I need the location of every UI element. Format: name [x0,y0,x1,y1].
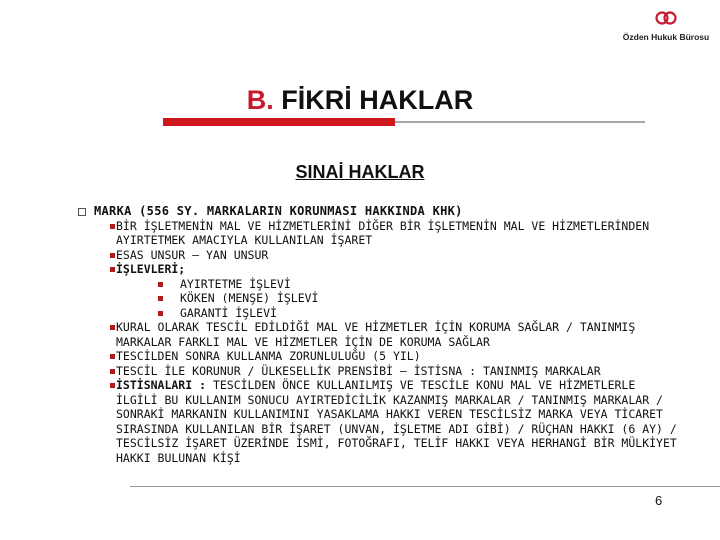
title-divider-line [395,121,645,123]
bullet-heading: İSTİSNALARI : [116,378,207,392]
bullet-text: GARANTİ İŞLEVİ [180,305,277,320]
list-item [78,364,678,379]
bullet-text: KÖKEN (MENŞE) İŞLEVİ [180,291,319,305]
square-bullet-icon [110,253,115,258]
square-bullet-icon [110,369,115,374]
bullet-text: TESCİLDEN ÖNCE KULLANILMIŞ VE TESCİLE KONU MAL VE HİZMETLERLE İLGİLİ BU KULLANIM SONUCU AYIRTEDİCİLİK KAZANMIŞ MARKALAR / TANINMIŞ MARKALAR / SONRAKİ MARKANIN KULLANIMINI YASAKLAMA HAKKI VEREN TESCİLSİZ MARKA VEYA TİCARET SIRASINDA KULLANILAN BİR İŞARET (UNVAN, İŞLETME ADI GİBİ) / RÜÇHAN HAKKI (6 AY) / TESCİLSİZ İŞARET ÜZERİNDE İSMİ, FOTOĞRAFI, TELİF HAKKI VEYA HERHANGİ BİR MÜLKİYET HAKKI BULUNAN KİŞİ [116,378,677,465]
logo-mark-icon [655,10,677,26]
bullet-text: KURAL OLARAK TESCİL EDİLDİĞİ MAL VE HİZMETLER İÇİN KORUMA SAĞLAR / TANINMIŞ MARKALAR FARKLI MAL VE HİZMETLER İÇİN DE KORUMA SAĞLAR [116,320,636,349]
bullet-text: MARKA (556 SY. MARKALARIN KORUNMASI HAKKINDA KHK) [94,204,463,218]
list-item [78,291,678,306]
square-bullet-icon [158,282,163,287]
list-item [78,204,678,219]
list-item [78,219,678,248]
title-prefix: B. [246,85,274,115]
bullet-text: BİR İŞLETMENİN MAL VE HİZMETLERİNİ DİĞER BİR İŞLETMENİN MAL VE HİZMETLERİNDEN AYIRTETMEK AMACIYLA KULLANILAN İŞARET [116,218,650,247]
page-number: 6 [655,493,663,508]
list-item [78,378,678,465]
square-bullet-icon [158,296,163,301]
square-bullet-icon [110,224,115,229]
footer-divider-line [130,486,720,487]
title-underline-bar [163,118,395,126]
title-text: FİKRİ HAKLAR [281,85,474,115]
page-title [0,85,720,116]
list-item [78,277,678,292]
bullet-text: TESCİL İLE KORUNUR / ÜLKESELLİK PRENSİBİ – İSTİSNA : TANINMIŞ MARKALAR [116,363,601,378]
logo-text: Özden Hukuk Bürosu [622,32,710,42]
bullet-list [78,204,678,465]
list-item [78,248,678,263]
square-bullet-icon [158,311,163,316]
list-item [78,262,678,277]
square-bullet-icon [110,383,115,388]
bullet-text: ESAS UNSUR – YAN UNSUR [116,247,269,262]
list-item [78,349,678,364]
bullet-text: AYIRTETME İŞLEVİ [180,276,291,291]
square-bullet-icon [110,325,115,330]
logo [612,10,720,42]
list-item [78,320,678,349]
square-bullet-icon [110,354,115,359]
checkbox-bullet-icon [78,208,86,216]
bullet-text: TESCİLDEN SONRA KULLANMA ZORUNLULUĞU (5 YIL) [116,349,421,363]
bullet-text: İŞLEVLERİ; [116,262,186,276]
section-subtitle: SINAİ HAKLAR [295,162,425,182]
square-bullet-icon [110,267,115,272]
list-item [78,306,678,321]
